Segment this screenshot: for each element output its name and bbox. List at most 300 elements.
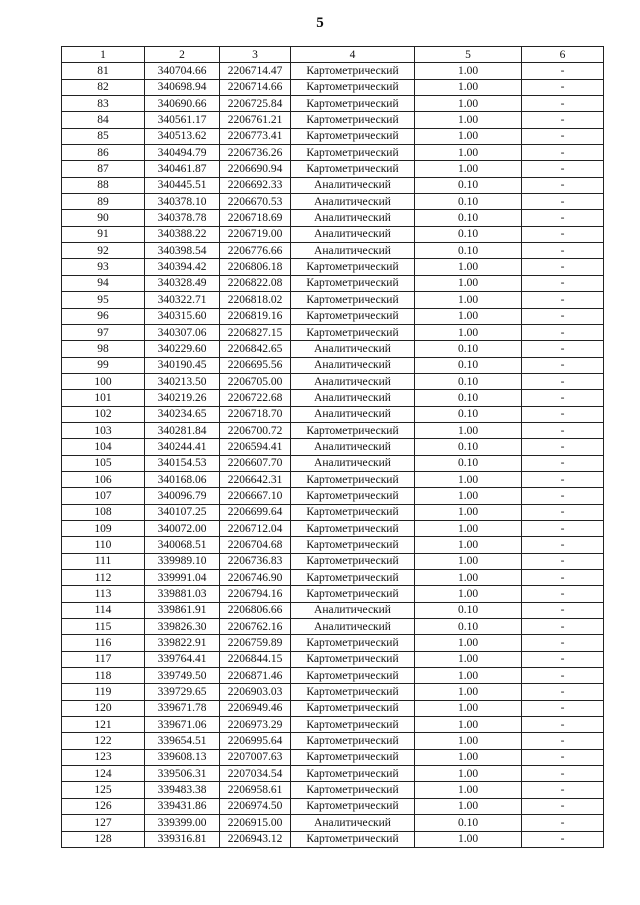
x-coordinate-cell: 339506.31 <box>145 766 220 782</box>
header-cell: 2 <box>145 47 220 63</box>
accuracy-cell: 0.10 <box>415 357 522 373</box>
method-cell: Картометрический <box>291 651 415 667</box>
method-cell: Картометрический <box>291 586 415 602</box>
note-cell: - <box>522 619 604 635</box>
accuracy-cell: 0.10 <box>415 194 522 210</box>
y-coordinate-cell: 2206903.03 <box>220 684 291 700</box>
method-cell: Картометрический <box>291 79 415 95</box>
table-row <box>62 668 604 684</box>
y-coordinate-cell: 2206670.53 <box>220 194 291 210</box>
x-coordinate-cell: 340494.79 <box>145 145 220 161</box>
table-row <box>62 308 604 324</box>
note-cell: - <box>522 79 604 95</box>
table-row <box>62 520 604 536</box>
x-coordinate-cell: 340698.94 <box>145 79 220 95</box>
method-cell: Аналитический <box>291 357 415 373</box>
x-coordinate-cell: 339316.81 <box>145 831 220 847</box>
point-number-cell: 100 <box>62 373 145 389</box>
y-coordinate-cell: 2206822.08 <box>220 275 291 291</box>
x-coordinate-cell: 339608.13 <box>145 749 220 765</box>
x-coordinate-cell: 340322.71 <box>145 292 220 308</box>
point-number-cell: 86 <box>62 145 145 161</box>
method-cell: Картометрический <box>291 553 415 569</box>
method-cell: Картометрический <box>291 668 415 684</box>
method-cell: Картометрический <box>291 112 415 128</box>
accuracy-cell: 1.00 <box>415 471 522 487</box>
method-cell: Картометрический <box>291 488 415 504</box>
note-cell: - <box>522 488 604 504</box>
method-cell: Картометрический <box>291 422 415 438</box>
accuracy-cell: 0.10 <box>415 243 522 259</box>
x-coordinate-cell: 339729.65 <box>145 684 220 700</box>
method-cell: Аналитический <box>291 619 415 635</box>
y-coordinate-cell: 2206949.46 <box>220 700 291 716</box>
point-number-cell: 115 <box>62 619 145 635</box>
table-row <box>62 455 604 471</box>
y-coordinate-cell: 2206594.41 <box>220 439 291 455</box>
y-coordinate-cell: 2206714.47 <box>220 63 291 79</box>
table-row <box>62 766 604 782</box>
note-cell: - <box>522 471 604 487</box>
y-coordinate-cell: 2206806.18 <box>220 259 291 275</box>
table-row <box>62 63 604 79</box>
accuracy-cell: 1.00 <box>415 63 522 79</box>
table-row <box>62 275 604 291</box>
accuracy-cell: 1.00 <box>415 831 522 847</box>
y-coordinate-cell: 2206819.16 <box>220 308 291 324</box>
x-coordinate-cell: 340244.41 <box>145 439 220 455</box>
note-cell: - <box>522 96 604 112</box>
accuracy-cell: 1.00 <box>415 766 522 782</box>
note-cell: - <box>522 766 604 782</box>
table-row <box>62 324 604 340</box>
note-cell: - <box>522 602 604 618</box>
point-number-cell: 87 <box>62 161 145 177</box>
point-number-cell: 97 <box>62 324 145 340</box>
x-coordinate-cell: 340096.79 <box>145 488 220 504</box>
point-number-cell: 106 <box>62 471 145 487</box>
x-coordinate-cell: 340234.65 <box>145 406 220 422</box>
note-cell: - <box>522 570 604 586</box>
note-cell: - <box>522 439 604 455</box>
point-number-cell: 94 <box>62 275 145 291</box>
y-coordinate-cell: 2206759.89 <box>220 635 291 651</box>
accuracy-cell: 0.10 <box>415 210 522 226</box>
point-number-cell: 125 <box>62 782 145 798</box>
note-cell: - <box>522 586 604 602</box>
point-number-cell: 82 <box>62 79 145 95</box>
table-row <box>62 651 604 667</box>
x-coordinate-cell: 339654.51 <box>145 733 220 749</box>
table-row <box>62 79 604 95</box>
y-coordinate-cell: 2206607.70 <box>220 455 291 471</box>
point-number-cell: 98 <box>62 341 145 357</box>
method-cell: Картометрический <box>291 733 415 749</box>
method-cell: Картометрический <box>291 145 415 161</box>
table-row <box>62 471 604 487</box>
y-coordinate-cell: 2206915.00 <box>220 815 291 831</box>
accuracy-cell: 0.10 <box>415 602 522 618</box>
point-number-cell: 126 <box>62 798 145 814</box>
method-cell: Картометрический <box>291 520 415 536</box>
point-number-cell: 121 <box>62 717 145 733</box>
method-cell: Картометрический <box>291 798 415 814</box>
method-cell: Картометрический <box>291 766 415 782</box>
method-cell: Аналитический <box>291 815 415 831</box>
table-row <box>62 243 604 259</box>
point-number-cell: 118 <box>62 668 145 684</box>
y-coordinate-cell: 2206958.61 <box>220 782 291 798</box>
note-cell: - <box>522 226 604 242</box>
header-cell: 1 <box>62 47 145 63</box>
y-coordinate-cell: 2206844.15 <box>220 651 291 667</box>
y-coordinate-cell: 2206667.10 <box>220 488 291 504</box>
accuracy-cell: 0.10 <box>415 406 522 422</box>
accuracy-cell: 1.00 <box>415 128 522 144</box>
y-coordinate-cell: 2206974.50 <box>220 798 291 814</box>
accuracy-cell: 1.00 <box>415 684 522 700</box>
note-cell: - <box>522 259 604 275</box>
table-row <box>62 586 604 602</box>
point-number-cell: 108 <box>62 504 145 520</box>
table-row <box>62 406 604 422</box>
note-cell: - <box>522 341 604 357</box>
x-coordinate-cell: 340219.26 <box>145 390 220 406</box>
y-coordinate-cell: 2206695.56 <box>220 357 291 373</box>
method-cell: Аналитический <box>291 226 415 242</box>
accuracy-cell: 1.00 <box>415 553 522 569</box>
y-coordinate-cell: 2206773.41 <box>220 128 291 144</box>
method-cell: Аналитический <box>291 243 415 259</box>
point-number-cell: 89 <box>62 194 145 210</box>
point-number-cell: 124 <box>62 766 145 782</box>
point-number-cell: 91 <box>62 226 145 242</box>
accuracy-cell: 1.00 <box>415 504 522 520</box>
point-number-cell: 83 <box>62 96 145 112</box>
table-row <box>62 570 604 586</box>
header-cell: 4 <box>291 47 415 63</box>
method-cell: Картометрический <box>291 570 415 586</box>
y-coordinate-cell: 2206806.66 <box>220 602 291 618</box>
x-coordinate-cell: 339822.91 <box>145 635 220 651</box>
accuracy-cell: 1.00 <box>415 651 522 667</box>
table-row <box>62 341 604 357</box>
note-cell: - <box>522 831 604 847</box>
x-coordinate-cell: 340561.17 <box>145 112 220 128</box>
y-coordinate-cell: 2206725.84 <box>220 96 291 112</box>
accuracy-cell: 1.00 <box>415 308 522 324</box>
accuracy-cell: 1.00 <box>415 537 522 553</box>
x-coordinate-cell: 340461.87 <box>145 161 220 177</box>
point-number-cell: 90 <box>62 210 145 226</box>
point-number-cell: 107 <box>62 488 145 504</box>
accuracy-cell: 0.10 <box>415 373 522 389</box>
point-number-cell: 99 <box>62 357 145 373</box>
method-cell: Картометрический <box>291 700 415 716</box>
point-number-cell: 114 <box>62 602 145 618</box>
point-number-cell: 122 <box>62 733 145 749</box>
method-cell: Картометрический <box>291 275 415 291</box>
header-cell: 3 <box>220 47 291 63</box>
table-row <box>62 815 604 831</box>
table-row <box>62 259 604 275</box>
x-coordinate-cell: 339881.03 <box>145 586 220 602</box>
method-cell: Картометрический <box>291 292 415 308</box>
method-cell: Картометрический <box>291 259 415 275</box>
note-cell: - <box>522 422 604 438</box>
y-coordinate-cell: 2206736.26 <box>220 145 291 161</box>
method-cell: Картометрический <box>291 471 415 487</box>
y-coordinate-cell: 2206719.00 <box>220 226 291 242</box>
accuracy-cell: 1.00 <box>415 488 522 504</box>
method-cell: Картометрический <box>291 161 415 177</box>
note-cell: - <box>522 700 604 716</box>
x-coordinate-cell: 340072.00 <box>145 520 220 536</box>
y-coordinate-cell: 2206690.94 <box>220 161 291 177</box>
point-number-cell: 84 <box>62 112 145 128</box>
point-number-cell: 117 <box>62 651 145 667</box>
point-number-cell: 112 <box>62 570 145 586</box>
x-coordinate-cell: 340445.51 <box>145 177 220 193</box>
accuracy-cell: 1.00 <box>415 292 522 308</box>
header-cell: 6 <box>522 47 604 63</box>
y-coordinate-cell: 2206794.16 <box>220 586 291 602</box>
accuracy-cell: 1.00 <box>415 717 522 733</box>
table-row <box>62 798 604 814</box>
note-cell: - <box>522 308 604 324</box>
y-coordinate-cell: 2206842.65 <box>220 341 291 357</box>
note-cell: - <box>522 194 604 210</box>
accuracy-cell: 0.10 <box>415 177 522 193</box>
y-coordinate-cell: 2206705.00 <box>220 373 291 389</box>
table-row <box>62 194 604 210</box>
note-cell: - <box>522 537 604 553</box>
note-cell: - <box>522 782 604 798</box>
table-row <box>62 210 604 226</box>
header-cell: 5 <box>415 47 522 63</box>
note-cell: - <box>522 651 604 667</box>
x-coordinate-cell: 339826.30 <box>145 619 220 635</box>
note-cell: - <box>522 520 604 536</box>
method-cell: Картометрический <box>291 63 415 79</box>
note-cell: - <box>522 210 604 226</box>
header-row <box>62 47 604 63</box>
x-coordinate-cell: 340378.78 <box>145 210 220 226</box>
point-number-cell: 103 <box>62 422 145 438</box>
point-number-cell: 93 <box>62 259 145 275</box>
point-number-cell: 92 <box>62 243 145 259</box>
x-coordinate-cell: 339671.78 <box>145 700 220 716</box>
page-number: 5 <box>316 15 324 31</box>
table-row <box>62 373 604 389</box>
x-coordinate-cell: 340398.54 <box>145 243 220 259</box>
table-header <box>62 47 604 63</box>
table-row <box>62 553 604 569</box>
table-row <box>62 357 604 373</box>
x-coordinate-cell: 339399.00 <box>145 815 220 831</box>
table-row <box>62 717 604 733</box>
point-number-cell: 109 <box>62 520 145 536</box>
note-cell: - <box>522 749 604 765</box>
x-coordinate-cell: 340388.22 <box>145 226 220 242</box>
x-coordinate-cell: 339764.41 <box>145 651 220 667</box>
y-coordinate-cell: 2206818.02 <box>220 292 291 308</box>
table-row <box>62 292 604 308</box>
y-coordinate-cell: 2206871.46 <box>220 668 291 684</box>
accuracy-cell: 1.00 <box>415 733 522 749</box>
accuracy-cell: 1.00 <box>415 782 522 798</box>
x-coordinate-cell: 340168.06 <box>145 471 220 487</box>
accuracy-cell: 1.00 <box>415 749 522 765</box>
table-row <box>62 619 604 635</box>
accuracy-cell: 1.00 <box>415 798 522 814</box>
x-coordinate-cell: 339989.10 <box>145 553 220 569</box>
note-cell: - <box>522 145 604 161</box>
note-cell: - <box>522 63 604 79</box>
x-coordinate-cell: 340394.42 <box>145 259 220 275</box>
table-row <box>62 782 604 798</box>
point-number-cell: 111 <box>62 553 145 569</box>
accuracy-cell: 0.10 <box>415 341 522 357</box>
point-number-cell: 127 <box>62 815 145 831</box>
x-coordinate-cell: 339431.86 <box>145 798 220 814</box>
table-row <box>62 700 604 716</box>
table-row <box>62 161 604 177</box>
note-cell: - <box>522 112 604 128</box>
note-cell: - <box>522 177 604 193</box>
note-cell: - <box>522 357 604 373</box>
table-row <box>62 96 604 112</box>
y-coordinate-cell: 2206943.12 <box>220 831 291 847</box>
accuracy-cell: 1.00 <box>415 161 522 177</box>
accuracy-cell: 0.10 <box>415 439 522 455</box>
x-coordinate-cell: 339483.38 <box>145 782 220 798</box>
point-number-cell: 119 <box>62 684 145 700</box>
note-cell: - <box>522 553 604 569</box>
method-cell: Аналитический <box>291 406 415 422</box>
note-cell: - <box>522 373 604 389</box>
point-number-cell: 116 <box>62 635 145 651</box>
method-cell: Картометрический <box>291 128 415 144</box>
table-row <box>62 733 604 749</box>
x-coordinate-cell: 339671.06 <box>145 717 220 733</box>
accuracy-cell: 0.10 <box>415 455 522 471</box>
x-coordinate-cell: 340213.50 <box>145 373 220 389</box>
accuracy-cell: 1.00 <box>415 635 522 651</box>
point-number-cell: 120 <box>62 700 145 716</box>
y-coordinate-cell: 2207007.63 <box>220 749 291 765</box>
y-coordinate-cell: 2206718.69 <box>220 210 291 226</box>
y-coordinate-cell: 2206704.68 <box>220 537 291 553</box>
note-cell: - <box>522 717 604 733</box>
accuracy-cell: 1.00 <box>415 586 522 602</box>
accuracy-cell: 1.00 <box>415 570 522 586</box>
x-coordinate-cell: 340328.49 <box>145 275 220 291</box>
accuracy-cell: 1.00 <box>415 520 522 536</box>
note-cell: - <box>522 406 604 422</box>
table-row <box>62 504 604 520</box>
table-row <box>62 439 604 455</box>
x-coordinate-cell: 340190.45 <box>145 357 220 373</box>
table-row <box>62 422 604 438</box>
x-coordinate-cell: 339749.50 <box>145 668 220 684</box>
table-row <box>62 177 604 193</box>
accuracy-cell: 1.00 <box>415 96 522 112</box>
point-number-cell: 101 <box>62 390 145 406</box>
y-coordinate-cell: 2206995.64 <box>220 733 291 749</box>
accuracy-cell: 0.10 <box>415 619 522 635</box>
table-row <box>62 684 604 700</box>
table-row <box>62 145 604 161</box>
accuracy-cell: 1.00 <box>415 275 522 291</box>
method-cell: Картометрический <box>291 717 415 733</box>
method-cell: Аналитический <box>291 341 415 357</box>
table-row <box>62 749 604 765</box>
point-number-cell: 110 <box>62 537 145 553</box>
method-cell: Аналитический <box>291 194 415 210</box>
x-coordinate-cell: 340315.60 <box>145 308 220 324</box>
note-cell: - <box>522 504 604 520</box>
y-coordinate-cell: 2206722.68 <box>220 390 291 406</box>
accuracy-cell: 1.00 <box>415 700 522 716</box>
x-coordinate-cell: 340307.06 <box>145 324 220 340</box>
table-row <box>62 128 604 144</box>
method-cell: Картометрический <box>291 749 415 765</box>
method-cell: Аналитический <box>291 390 415 406</box>
y-coordinate-cell: 2206827.15 <box>220 324 291 340</box>
x-coordinate-cell: 340107.25 <box>145 504 220 520</box>
x-coordinate-cell: 340690.66 <box>145 96 220 112</box>
accuracy-cell: 1.00 <box>415 422 522 438</box>
point-number-cell: 104 <box>62 439 145 455</box>
accuracy-cell: 1.00 <box>415 145 522 161</box>
method-cell: Аналитический <box>291 439 415 455</box>
y-coordinate-cell: 2206736.83 <box>220 553 291 569</box>
y-coordinate-cell: 2206973.29 <box>220 717 291 733</box>
table-row <box>62 226 604 242</box>
point-number-cell: 96 <box>62 308 145 324</box>
table-row <box>62 390 604 406</box>
table-row <box>62 635 604 651</box>
point-number-cell: 113 <box>62 586 145 602</box>
x-coordinate-cell: 340281.84 <box>145 422 220 438</box>
method-cell: Аналитический <box>291 210 415 226</box>
method-cell: Картометрический <box>291 537 415 553</box>
note-cell: - <box>522 390 604 406</box>
note-cell: - <box>522 684 604 700</box>
point-number-cell: 95 <box>62 292 145 308</box>
note-cell: - <box>522 798 604 814</box>
point-number-cell: 123 <box>62 749 145 765</box>
table-row <box>62 488 604 504</box>
coordinates-table <box>61 46 604 848</box>
accuracy-cell: 1.00 <box>415 259 522 275</box>
note-cell: - <box>522 635 604 651</box>
point-number-cell: 81 <box>62 63 145 79</box>
note-cell: - <box>522 292 604 308</box>
note-cell: - <box>522 815 604 831</box>
method-cell: Картометрический <box>291 324 415 340</box>
accuracy-cell: 1.00 <box>415 79 522 95</box>
accuracy-cell: 1.00 <box>415 324 522 340</box>
point-number-cell: 85 <box>62 128 145 144</box>
accuracy-cell: 0.10 <box>415 226 522 242</box>
method-cell: Аналитический <box>291 455 415 471</box>
note-cell: - <box>522 733 604 749</box>
method-cell: Аналитический <box>291 602 415 618</box>
table-row <box>62 537 604 553</box>
y-coordinate-cell: 2206692.33 <box>220 177 291 193</box>
